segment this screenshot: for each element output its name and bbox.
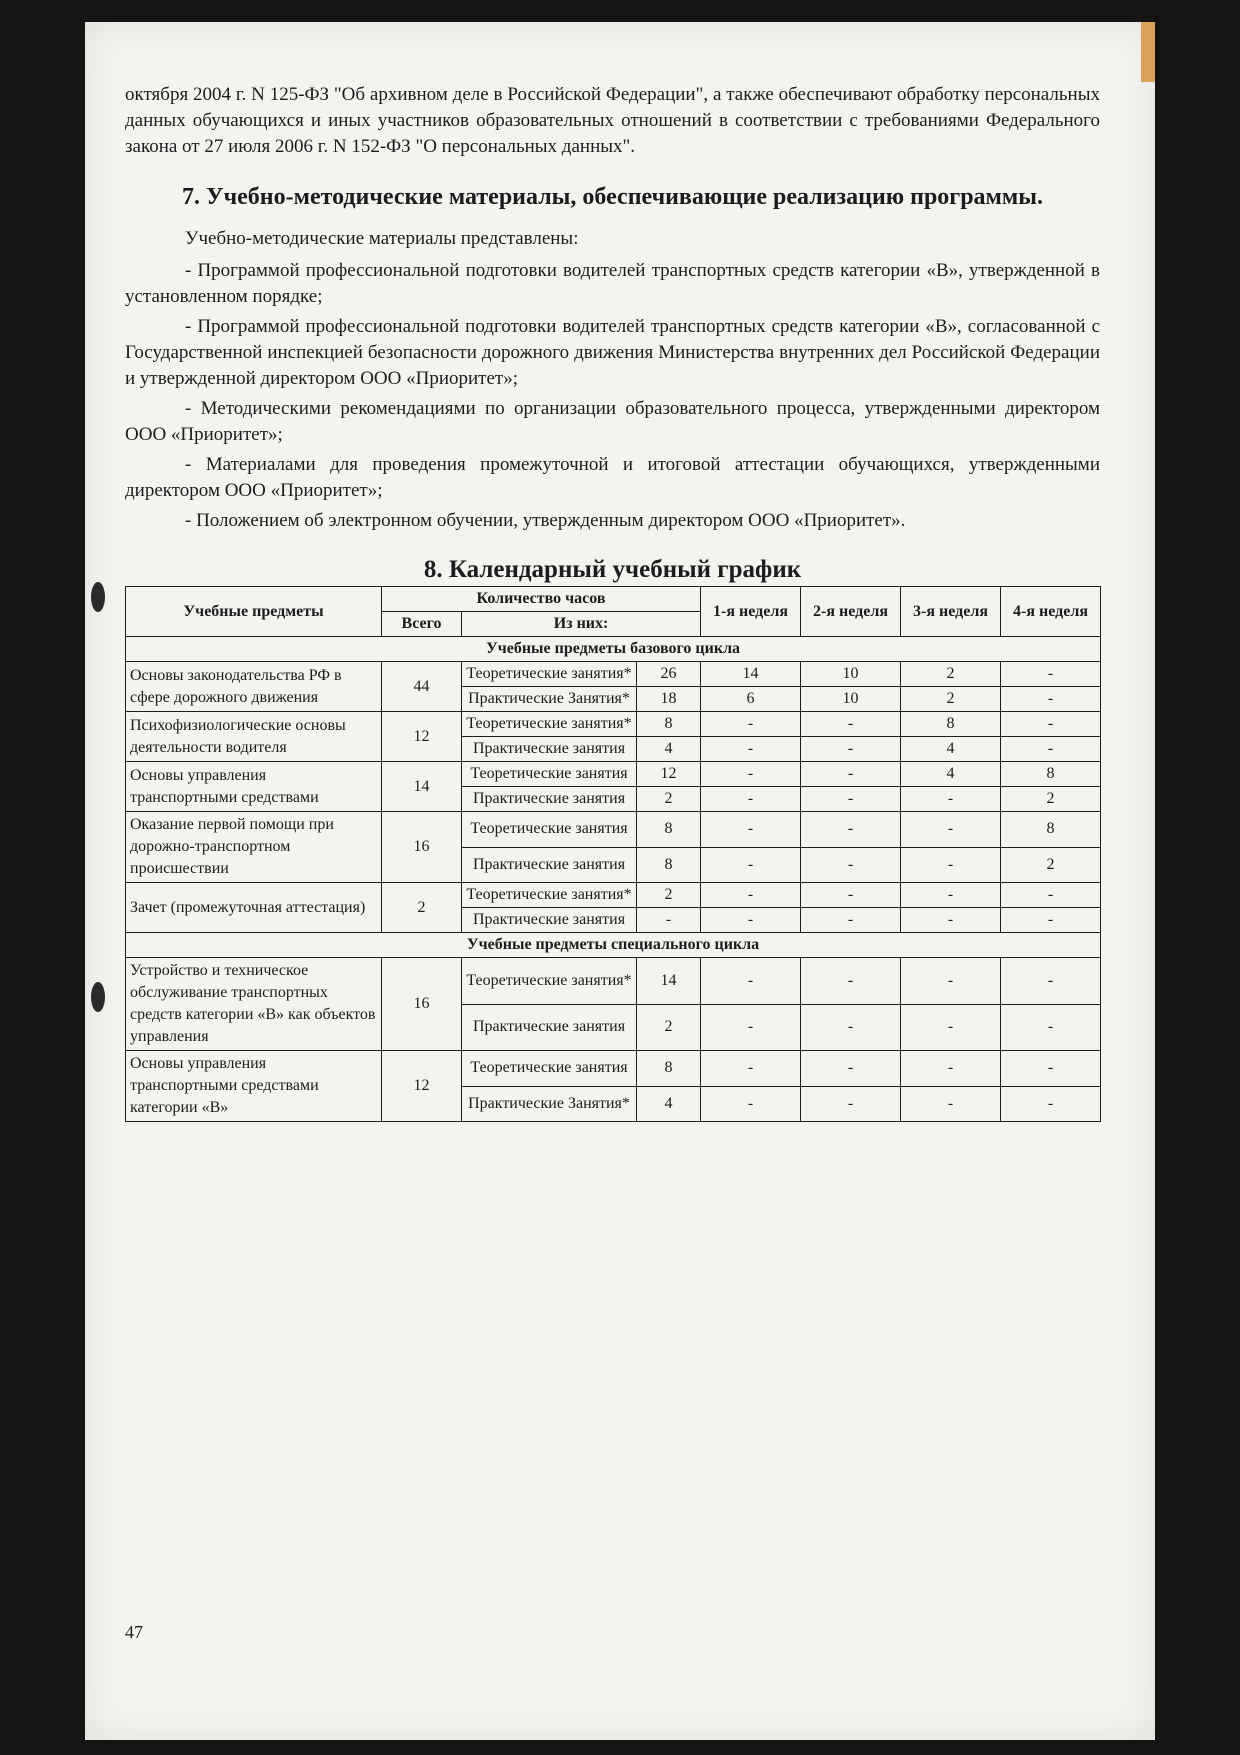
lesson-type: Практические занятия [462,847,637,883]
subject-total: 2 [382,883,462,933]
week-2-hours: - [801,762,901,787]
header-week-3: 3-я неделя [901,587,1001,637]
week-1-hours: - [701,1086,801,1122]
intro-paragraph: октября 2004 г. N 125-ФЗ "Об архивном деле в Российской Федерации", а также обеспечивают обработку персональных данных обучающихся и иных участников образовательных отношений в соответствии с требованиями Федерального закона от 27 июля 2006 г. N 152-ФЗ "О персональных данных". [125,84,1100,157]
subject-name: Основы законодательства РФ в сфере дорожного движения [126,662,382,712]
lesson-hours: 8 [637,1051,701,1087]
binder-hole [91,982,105,1012]
week-4-hours: 2 [1001,787,1101,812]
week-4-hours: - [1001,883,1101,908]
section7-list [125,258,1100,534]
header-total: Всего [382,612,462,637]
week-2-hours: - [801,958,901,1005]
lesson-hours: - [637,908,701,933]
document-page [85,22,1155,1740]
page-number: 47 [125,1622,143,1642]
header-hours: Количество часов [382,587,701,612]
week-2-hours: 10 [801,662,901,687]
lesson-type: Практические Занятия* [462,687,637,712]
lesson-type: Практические занятия [462,1004,637,1051]
section7-lead: Учебно-методические материалы представлены: [185,228,579,249]
table-row [126,958,1101,1005]
lesson-hours: 2 [637,1004,701,1051]
week-1-hours: - [701,847,801,883]
lesson-hours: 2 [637,883,701,908]
week-2-hours: - [801,1051,901,1087]
lesson-hours: 8 [637,812,701,848]
lesson-type: Теоретические занятия* [462,712,637,737]
page-content [125,82,1100,1122]
week-2-hours: - [801,787,901,812]
week-3-hours: 8 [901,712,1001,737]
week-3-hours: 4 [901,737,1001,762]
lesson-hours: 4 [637,737,701,762]
week-4-hours: - [1001,737,1101,762]
lesson-type: Теоретические занятия [462,812,637,848]
week-1-hours: 6 [701,687,801,712]
subject-name: Оказание первой помощи при дорожно-транспортном происшествии [126,812,382,883]
table-row [126,662,1101,687]
section7-list-item: - Программой профессиональной подготовки водителей транспортных средств категории «В», согласованной с Государственной инспекцией безопасности дорожного движения Министерства внутренних дел Российской Федерации и утвержденной директором ООО «Приоритет»; [125,316,1100,389]
week-1-hours: - [701,712,801,737]
section7-list-item: - Программой профессиональной подготовки водителей транспортных средств категории «В», утвержденной в установленном порядке; [125,260,1100,307]
week-4-hours: - [1001,908,1101,933]
section7-title: 7. Учебно-методические материалы, обеспечивающие реализацию программы. [182,184,1043,210]
week-1-hours: - [701,737,801,762]
week-3-hours: - [901,812,1001,848]
week-2-hours: - [801,883,901,908]
schedule-table [125,586,1101,1122]
week-2-hours: 10 [801,687,901,712]
week-4-hours: 8 [1001,762,1101,787]
week-4-hours: - [1001,958,1101,1005]
week-3-hours: - [901,908,1001,933]
week-3-hours: - [901,958,1001,1005]
lesson-hours: 12 [637,762,701,787]
lesson-type: Теоретические занятия [462,1051,637,1087]
week-3-hours: - [901,883,1001,908]
week-4-hours: - [1001,1004,1101,1051]
header-week-2: 2-я неделя [801,587,901,637]
week-2-hours: - [801,1086,901,1122]
week-1-hours: - [701,1004,801,1051]
week-2-hours: - [801,908,901,933]
lesson-hours: 26 [637,662,701,687]
subject-total: 16 [382,958,462,1051]
section7-list-item: - Материалами для проведения промежуточной и итоговой аттестации обучающихся, утвержденными директором ООО «Приоритет»; [125,454,1100,501]
lesson-hours: 8 [637,847,701,883]
week-1-hours: - [701,958,801,1005]
table-row [126,883,1101,908]
week-4-hours: 2 [1001,847,1101,883]
subject-name: Устройство и техническое обслуживание транспортных средств категории «В» как объектов управления [126,958,382,1051]
lesson-hours: 8 [637,712,701,737]
week-4-hours: - [1001,1086,1101,1122]
week-2-hours: - [801,847,901,883]
lesson-type: Практические занятия [462,787,637,812]
header-week-1: 1-я неделя [701,587,801,637]
week-1-hours: - [701,1051,801,1087]
week-4-hours: - [1001,1051,1101,1087]
lesson-hours: 4 [637,1086,701,1122]
section8-title: 8. Календарный учебный график [423,556,802,583]
week-2-hours: - [801,1004,901,1051]
week-3-hours: - [901,847,1001,883]
lesson-type: Практические занятия [462,737,637,762]
week-3-hours: 2 [901,687,1001,712]
subject-total: 16 [382,812,462,883]
week-4-hours: - [1001,662,1101,687]
week-3-hours: 4 [901,762,1001,787]
orange-tab-mark [1141,22,1155,82]
lesson-type: Практические Занятия* [462,1086,637,1122]
section7-list-item: - Методическими рекомендациями по организации образовательного процесса, утвержденными директором ООО «Приоритет»; [125,398,1100,445]
week-3-hours: - [901,787,1001,812]
week-1-hours: - [701,787,801,812]
subject-total: 14 [382,762,462,812]
subject-total: 12 [382,712,462,762]
binder-hole [91,582,105,612]
subject-name: Основы управления транспортными средствами категории «В» [126,1051,382,1122]
cycle-heading: Учебные предметы специального цикла [126,933,1101,958]
lesson-hours: 18 [637,687,701,712]
week-3-hours: 2 [901,662,1001,687]
lesson-type: Теоретические занятия* [462,883,637,908]
lesson-type: Теоретические занятия* [462,958,637,1005]
section7-list-item: - Положением об электронном обучении, утвержденным директором ООО «Приоритет». [185,510,906,531]
header-of-which: Из них: [462,612,701,637]
week-2-hours: - [801,737,901,762]
lesson-hours: 14 [637,958,701,1005]
header-week-4: 4-я неделя [1001,587,1101,637]
week-1-hours: - [701,908,801,933]
cycle-heading: Учебные предметы базового цикла [126,637,1101,662]
lesson-type: Теоретические занятия* [462,662,637,687]
week-3-hours: - [901,1086,1001,1122]
week-3-hours: - [901,1004,1001,1051]
table-row [126,712,1101,737]
lesson-type: Практические занятия [462,908,637,933]
subject-name: Зачет (промежуточная аттестация) [126,883,382,933]
table-row [126,762,1101,787]
subject-name: Основы управления транспортными средствами [126,762,382,812]
week-1-hours: - [701,812,801,848]
week-2-hours: - [801,812,901,848]
week-4-hours: 8 [1001,812,1101,848]
week-3-hours: - [901,1051,1001,1087]
week-1-hours: - [701,883,801,908]
lesson-hours: 2 [637,787,701,812]
week-4-hours: - [1001,687,1101,712]
header-subjects: Учебные предметы [126,587,382,637]
table-row [126,1051,1101,1087]
table-row [126,812,1101,848]
week-4-hours: - [1001,712,1101,737]
week-1-hours: - [701,762,801,787]
subject-total: 12 [382,1051,462,1122]
week-1-hours: 14 [701,662,801,687]
week-2-hours: - [801,712,901,737]
lesson-type: Теоретические занятия [462,762,637,787]
subject-total: 44 [382,662,462,712]
subject-name: Психофизиологические основы деятельности водителя [126,712,382,762]
